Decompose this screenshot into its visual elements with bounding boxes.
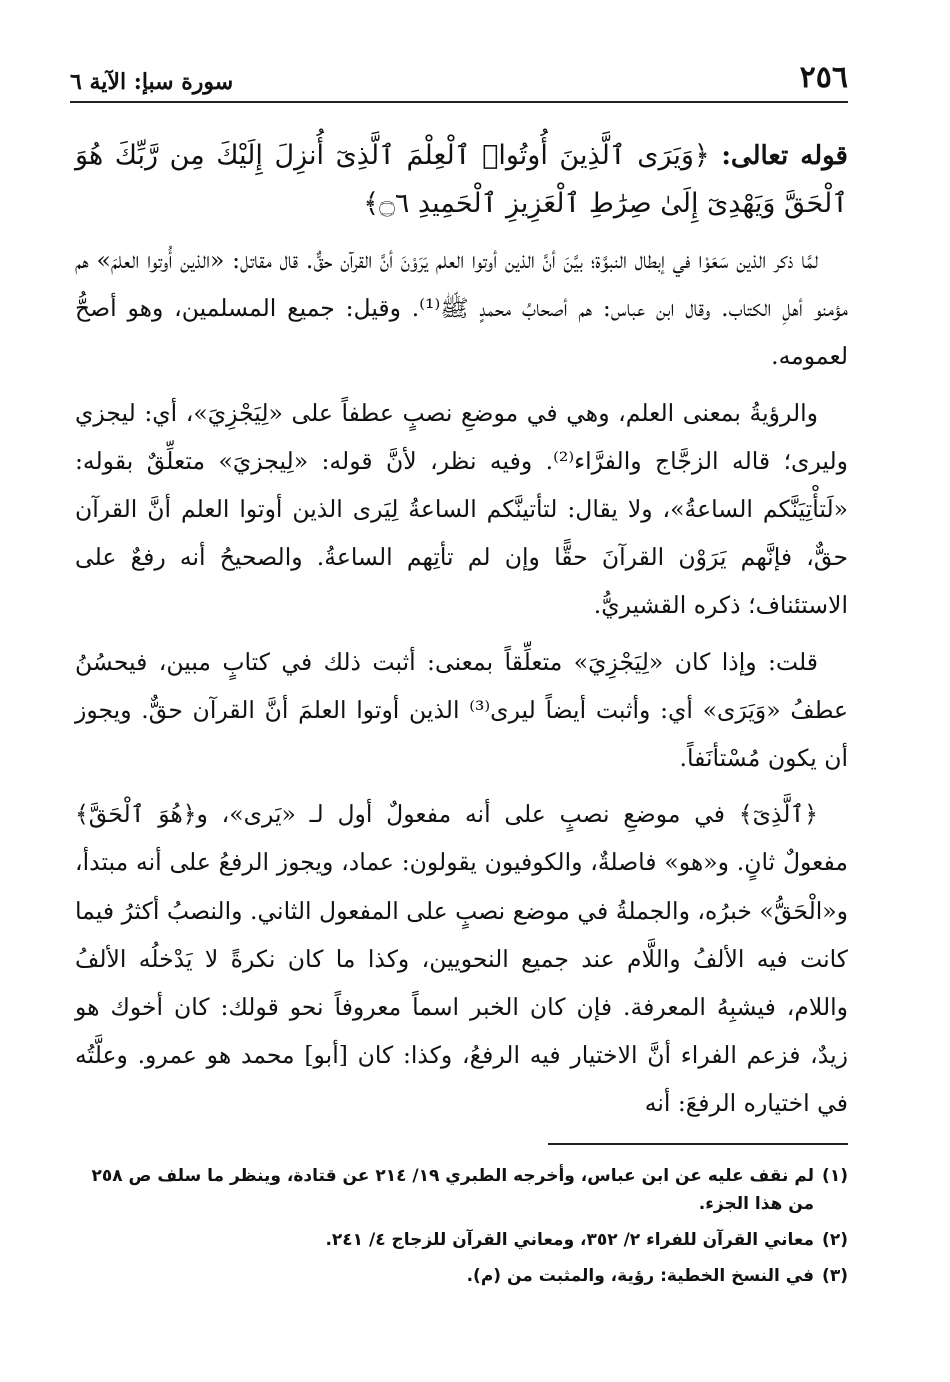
footnote — [75, 1162, 848, 1218]
paragraph: ﴿ٱلَّذِىٓ﴾ في موضعِ نصبٍ على أنه مفعولٌ أول لـ «يَرى»، و﴿هُوَ ٱلْحَقَّ﴾ مفعولٌ ثانٍ. و«هو» فاصلةٌ، والكوفيون يقولون: عماد، ويجوز الرفعُ على أنه مبتدأ، و«الْحَقُّ» خبرُه، والجملةُ في موضع نصبٍ على المفعول الثاني. والنصبُ أكثرُ فيما كانت فيه الألفُ واللَّام عند جميع النحويين، وكذا ما كان نكرةً لا يَدْخلُه الألفُ واللام، فيشبِهُ المعرفة. فإن كان الخبر اسماً معروفاً نحو قولك: كان أخوك هو زيدٌ، فزعم الفراء أنَّ الاختيار فيه الرفعُ، وكذا: كان [أبو] محمد هو عمرو. وعلَّتُه في اختياره الرفعَ: أنه — [75, 800, 848, 1118]
footnote — [75, 1262, 848, 1290]
quran-verse — [75, 132, 848, 228]
footnotes — [75, 1162, 848, 1298]
footnote-text: معاني القرآن للفراء ٢/ ٣٥٢، ومعاني القرآن للزجاج ٤/ ٢٤١. — [325, 1230, 815, 1250]
paragraph: لمَّا ذكر الذين سَعَوْا في إبطال النبوَّة؛ بيَّنَ أنَّ الذين أوتوا العلم يَرَوْنَ أنَّ القرآن حقٌّ. قال مقاتل: «الذين أُوتوا العلمَ» هم مؤمنو أهلِ الكتاب. وقال ابن عباس: هم أصحابُ محمدٍ ﷺ⁽¹⁾. وقيل: جميع المسلمين، وهو أصحُّ لعمومه. — [75, 246, 848, 371]
running-title: سورة سبإ: الآية ٦ — [70, 69, 234, 95]
main-text — [75, 122, 848, 1136]
verse-lead: قوله تعالى: — [721, 141, 848, 171]
page-number: ٢٥٦ — [799, 60, 848, 95]
verse-text: ﴿وَيَرَى ٱلَّذِينَ أُوتُوا۟ ٱلْعِلْمَ ٱلَّذِىٓ أُنزِلَ إِلَيْكَ مِن رَّبِّكَ هُوَ ٱلْحَقَّ وَيَهْدِىٓ إِلَىٰ صِرَٰطِ ٱلْعَزِيزِ ٱلْحَمِيدِ ۝٦﴾ — [75, 140, 848, 219]
paragraph: قلت: وإذا كان «لِيَجْزِيَ» متعلِّقاً بمعنى: أثبت ذلك في كتابٍ مبين، فيحسُنُ عطفُ «وَيَرَى» أي: وأثبت أيضاً ليرى⁽³⁾ الذين أوتوا العلمَ أنَّ القرآن حقٌّ. ويجوز أن يكون مُسْتأنَفاً. — [75, 647, 848, 773]
footnote — [75, 1226, 848, 1254]
footnote-marker: (٣) — [822, 1266, 848, 1286]
page-header — [70, 55, 848, 103]
footnote-divider — [548, 1143, 848, 1145]
footnote-marker: (٢) — [822, 1230, 848, 1250]
paragraph: والرؤيةُ بمعنى العلم، وهي في موضعِ نصبٍ عطفاً على «لِيَجْزِيَ»، أي: ليجزي وليرى؛ قاله الزجَّاج والفرَّاء⁽²⁾. وفيه نظر، لأنَّ قوله: «لِيجزيَ» متعلِّقٌ بقوله: «لَتأْتِيَنَّكم الساعةُ»، ولا يقال: لتأتينَّكم الساعةُ لِيَرى الذين أوتوا العلم أنَّ القرآن حقٌّ، فإنَّهم يَرَوْن القرآنَ حقًّا وإن لم تأتِهم الساعةُ. والصحيحُ أنه رفعٌ على الاستئناف؛ ذكره القشيريُّ. — [75, 398, 849, 620]
footnote-text: لم نقف عليه عن ابن عباس، وأخرجه الطبري ١٩/ ٢١٤ عن قتادة، وينظر ما سلف ص ٢٥٨ من هذا الجزء. — [91, 1166, 815, 1214]
footnote-marker: (١) — [822, 1166, 848, 1186]
footnote-text: في النسخ الخطية: رؤية، والمثبت من (م). — [466, 1266, 815, 1286]
